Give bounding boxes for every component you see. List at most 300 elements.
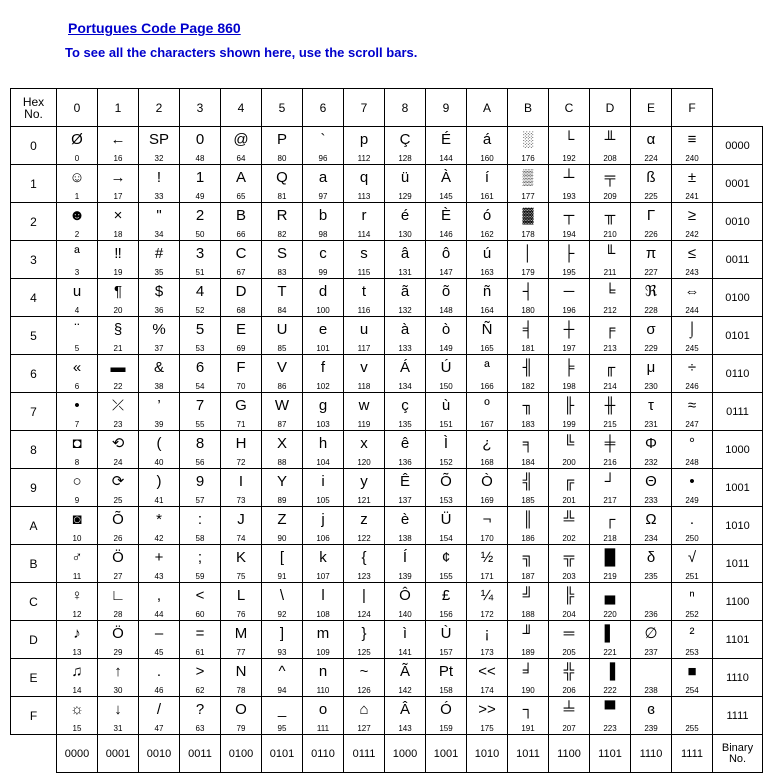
- char-cell: [98, 203, 139, 241]
- char-cell: [590, 127, 631, 165]
- row-binary-label: 1011: [713, 545, 763, 583]
- char-code: 224: [644, 154, 658, 163]
- col-header-5: 5: [262, 89, 303, 127]
- row-header-A: A: [11, 507, 57, 545]
- char-glyph: Q: [276, 169, 288, 186]
- char-glyph: 8: [195, 435, 205, 452]
- char-glyph: ┬: [563, 207, 575, 224]
- char-glyph: r: [361, 207, 367, 224]
- char-glyph: [: [279, 549, 285, 566]
- char-glyph: S: [276, 245, 287, 262]
- char-cell: [672, 317, 713, 355]
- char-cell: [303, 621, 344, 659]
- char-cell: [262, 583, 303, 621]
- char-code: 7: [74, 420, 80, 429]
- char-glyph: s: [360, 245, 368, 262]
- char-glyph: õ: [441, 283, 451, 300]
- char-glyph: ì: [402, 625, 408, 642]
- char-glyph: Γ: [646, 207, 656, 224]
- char-cell: [508, 431, 549, 469]
- char-cell: [385, 469, 426, 507]
- char-cell: [467, 317, 508, 355]
- char-glyph: C: [235, 245, 247, 262]
- char-cell: [57, 393, 98, 431]
- char-code: 199: [562, 420, 576, 429]
- char-code: 209: [603, 192, 617, 201]
- char-cell: [467, 355, 508, 393]
- footer-blank-cell: [11, 735, 57, 773]
- char-cell: [508, 621, 549, 659]
- char-glyph: n: [318, 663, 328, 680]
- char-glyph: K: [235, 549, 246, 566]
- char-cell: [549, 545, 590, 583]
- char-glyph: A: [235, 169, 246, 186]
- char-code: 100: [316, 306, 330, 315]
- char-cell: [221, 279, 262, 317]
- char-glyph: Ö: [112, 625, 124, 642]
- char-cell: [590, 545, 631, 583]
- char-cell: [344, 659, 385, 697]
- char-code: 109: [316, 648, 330, 657]
- row-binary-label: 0011: [713, 241, 763, 279]
- col-binary-label: 1001: [426, 735, 467, 773]
- char-code: 116: [357, 306, 371, 315]
- char-glyph: ║: [522, 511, 534, 528]
- char-code: 232: [644, 458, 658, 467]
- char-code: 93: [277, 648, 287, 657]
- col-binary-label: 1011: [508, 735, 549, 773]
- char-glyph: ⇔: [684, 283, 700, 300]
- char-code: 215: [603, 420, 617, 429]
- char-cell: [139, 545, 180, 583]
- char-cell: [139, 621, 180, 659]
- char-code: 65: [236, 192, 246, 201]
- char-glyph: 9: [195, 473, 205, 490]
- binary-label-line1: Binary: [721, 741, 754, 754]
- char-code: 113: [357, 192, 371, 201]
- char-cell: [303, 583, 344, 621]
- char-code: 38: [154, 382, 164, 391]
- char-cell: [303, 279, 344, 317]
- char-cell: [426, 203, 467, 241]
- char-glyph: <<: [478, 663, 496, 680]
- char-glyph: █: [604, 549, 616, 566]
- char-cell: [344, 165, 385, 203]
- char-cell: [426, 697, 467, 735]
- char-cell: [590, 507, 631, 545]
- char-code: 15: [72, 724, 82, 733]
- char-glyph: Ã: [399, 663, 410, 680]
- char-code: 30: [113, 686, 123, 695]
- char-code: 149: [439, 344, 453, 353]
- char-code: 31: [113, 724, 123, 733]
- char-code: 176: [521, 154, 535, 163]
- row-header-4: 4: [11, 279, 57, 317]
- char-code: 231: [644, 420, 658, 429]
- char-code: 187: [521, 572, 535, 581]
- char-glyph: g: [318, 397, 328, 414]
- row-header-7: 7: [11, 393, 57, 431]
- char-code: 77: [236, 648, 246, 657]
- col-header-9: 9: [426, 89, 467, 127]
- char-code: 202: [562, 534, 576, 543]
- char-code: 82: [277, 230, 287, 239]
- char-cell: [344, 317, 385, 355]
- char-code: 67: [236, 268, 246, 277]
- char-code: 85: [277, 344, 287, 353]
- char-cell: [221, 621, 262, 659]
- col-binary-label: 0010: [139, 735, 180, 773]
- char-glyph: ○: [72, 473, 82, 490]
- char-code: 46: [154, 686, 164, 695]
- col-header-D: D: [590, 89, 631, 127]
- char-code: 134: [398, 382, 412, 391]
- char-glyph: Ô: [399, 587, 411, 604]
- char-cell: [631, 203, 672, 241]
- char-code: 239: [644, 724, 658, 733]
- row-binary-label: 0001: [713, 165, 763, 203]
- char-glyph: ╖: [522, 397, 534, 414]
- char-cell: [508, 697, 549, 735]
- char-code: 183: [521, 420, 535, 429]
- char-glyph: B: [235, 207, 246, 224]
- char-cell: [344, 583, 385, 621]
- char-glyph: ╥: [604, 207, 616, 224]
- char-code: 69: [236, 344, 246, 353]
- char-glyph: °: [689, 435, 695, 452]
- col-header-F: F: [672, 89, 713, 127]
- char-glyph: w: [358, 397, 370, 414]
- char-code: 126: [357, 686, 371, 695]
- char-code: 0: [74, 154, 80, 163]
- char-code: 219: [603, 572, 617, 581]
- char-code: 178: [521, 230, 535, 239]
- char-glyph: É: [440, 131, 451, 148]
- row-binary-label: 1110: [713, 659, 763, 697]
- char-cell: [344, 127, 385, 165]
- char-cell: [426, 355, 467, 393]
- char-cell: [426, 659, 467, 697]
- char-code: 105: [316, 496, 330, 505]
- char-code: 1: [74, 192, 80, 201]
- char-cell: [672, 241, 713, 279]
- char-cell: [467, 165, 508, 203]
- char-glyph: ≈: [687, 397, 697, 414]
- char-glyph: ã: [400, 283, 410, 300]
- char-cell: [508, 469, 549, 507]
- char-glyph: ß: [646, 169, 656, 186]
- char-glyph: a: [318, 169, 328, 186]
- char-glyph: σ: [646, 321, 656, 338]
- char-code: 243: [685, 268, 699, 277]
- row-header-D: D: [11, 621, 57, 659]
- char-cell: [262, 469, 303, 507]
- char-cell: [344, 621, 385, 659]
- char-code: 72: [236, 458, 246, 467]
- row-header-6: 6: [11, 355, 57, 393]
- char-cell: [549, 203, 590, 241]
- char-glyph: α: [646, 131, 656, 148]
- char-glyph: l: [321, 587, 325, 604]
- page-title[interactable]: Portugues Code Page 860: [68, 20, 241, 36]
- row-header-8: 8: [11, 431, 57, 469]
- char-cell: [672, 583, 713, 621]
- char-glyph: ⟲: [111, 435, 125, 452]
- char-cell: [221, 583, 262, 621]
- char-code: 115: [357, 268, 371, 277]
- char-cell: [344, 507, 385, 545]
- char-glyph: 2: [195, 207, 205, 224]
- char-glyph: ,: [156, 587, 162, 604]
- char-code: 42: [154, 534, 164, 543]
- char-code: 122: [357, 534, 371, 543]
- row-header-3: 3: [11, 241, 57, 279]
- char-code: 188: [521, 610, 535, 619]
- char-code: 141: [398, 648, 412, 657]
- char-glyph: ÷: [687, 359, 697, 376]
- char-glyph: ▐: [604, 663, 616, 680]
- char-cell: [508, 355, 549, 393]
- char-code: 150: [439, 382, 453, 391]
- char-cell: [631, 507, 672, 545]
- char-glyph: ┼: [563, 321, 575, 338]
- char-glyph: d: [318, 283, 328, 300]
- char-glyph: L: [236, 587, 246, 604]
- char-glyph: ╡: [522, 321, 534, 338]
- char-code: 218: [603, 534, 617, 543]
- char-glyph: ç: [401, 397, 409, 414]
- char-code: 118: [357, 382, 371, 391]
- char-code: 53: [195, 344, 205, 353]
- char-cell: [98, 659, 139, 697]
- char-cell: [549, 393, 590, 431]
- row-binary-label: 1000: [713, 431, 763, 469]
- char-glyph: ⌡: [687, 321, 697, 338]
- col-binary-label: 0110: [303, 735, 344, 773]
- char-glyph: ¢: [441, 549, 451, 566]
- row-header-5: 5: [11, 317, 57, 355]
- char-cell: [426, 583, 467, 621]
- char-cell: [262, 545, 303, 583]
- col-header-E: E: [631, 89, 672, 127]
- char-glyph: ▌: [604, 625, 616, 642]
- char-glyph: ╙: [604, 245, 616, 262]
- col-binary-label: 1111: [672, 735, 713, 773]
- char-cell: [549, 621, 590, 659]
- char-cell: [385, 203, 426, 241]
- row-binary-label: 0101: [713, 317, 763, 355]
- char-cell: [385, 507, 426, 545]
- char-cell: [631, 431, 672, 469]
- char-cell: [139, 393, 180, 431]
- char-code: 164: [480, 306, 494, 315]
- char-code: 174: [480, 686, 494, 695]
- char-cell: [590, 279, 631, 317]
- char-cell: [221, 545, 262, 583]
- char-cell: [344, 203, 385, 241]
- char-code: 73: [236, 496, 246, 505]
- char-glyph: 0: [195, 131, 205, 148]
- char-code: 9: [74, 496, 80, 505]
- char-glyph: ±: [687, 169, 697, 186]
- char-cell: [467, 203, 508, 241]
- char-code: 181: [521, 344, 535, 353]
- char-cell: [303, 507, 344, 545]
- char-code: 124: [357, 610, 371, 619]
- char-code: 21: [113, 344, 123, 353]
- char-glyph: ¶: [113, 283, 123, 300]
- char-code: 146: [439, 230, 453, 239]
- char-code: 89: [277, 496, 287, 505]
- char-cell: [631, 393, 672, 431]
- char-cell: [180, 659, 221, 697]
- char-code: 36: [154, 306, 164, 315]
- char-glyph: !: [156, 169, 162, 186]
- char-code: 130: [398, 230, 412, 239]
- char-cell: [672, 127, 713, 165]
- char-glyph: δ: [646, 549, 656, 566]
- char-glyph: y: [360, 473, 368, 490]
- char-code: 61: [195, 648, 205, 657]
- char-cell: [426, 431, 467, 469]
- char-glyph: ▓: [522, 207, 534, 224]
- char-cell: [57, 203, 98, 241]
- char-glyph: Ü: [440, 511, 452, 528]
- char-cell: [631, 241, 672, 279]
- char-cell: [631, 545, 672, 583]
- char-glyph: ×: [113, 207, 123, 224]
- char-code: 3: [74, 268, 80, 277]
- char-cell: [344, 697, 385, 735]
- char-cell: [508, 583, 549, 621]
- char-cell: [672, 393, 713, 431]
- col-binary-label: 1110: [631, 735, 672, 773]
- char-glyph: .: [689, 511, 695, 528]
- char-glyph: Ù: [440, 625, 452, 642]
- char-glyph: Z: [277, 511, 287, 528]
- char-glyph: I: [238, 473, 244, 490]
- char-cell: [98, 355, 139, 393]
- char-code: 121: [357, 496, 371, 505]
- char-code: 54: [195, 382, 205, 391]
- char-cell: [672, 621, 713, 659]
- char-code: 252: [685, 610, 699, 619]
- char-glyph: ≥: [687, 207, 697, 224]
- char-cell: [262, 697, 303, 735]
- char-cell: [180, 621, 221, 659]
- char-code: 131: [398, 268, 412, 277]
- char-code: 32: [154, 154, 164, 163]
- char-code: 159: [439, 724, 453, 733]
- char-glyph: 5: [195, 321, 205, 338]
- char-glyph: ╓: [604, 359, 616, 376]
- char-cell: [508, 393, 549, 431]
- char-glyph: \: [279, 587, 285, 604]
- char-code: 49: [195, 192, 205, 201]
- char-cell: [303, 317, 344, 355]
- char-code: 234: [644, 534, 658, 543]
- char-cell: [180, 165, 221, 203]
- char-glyph: ■: [687, 663, 697, 680]
- char-glyph: ’: [157, 397, 161, 414]
- char-code: 101: [316, 344, 330, 353]
- char-glyph: ò: [441, 321, 451, 338]
- char-cell: [57, 545, 98, 583]
- char-cell: [426, 545, 467, 583]
- row-header-9: 9: [11, 469, 57, 507]
- hex-corner-line2: No.: [24, 106, 43, 121]
- char-glyph: N: [235, 663, 247, 680]
- char-cell: [508, 165, 549, 203]
- char-glyph: ╩: [563, 511, 575, 528]
- char-code: 237: [644, 648, 658, 657]
- char-cell: [631, 127, 672, 165]
- char-cell: [98, 165, 139, 203]
- char-code: 154: [439, 534, 453, 543]
- char-glyph: ≡: [687, 131, 697, 148]
- char-code: 168: [480, 458, 494, 467]
- char-cell: [303, 545, 344, 583]
- char-cell: [590, 431, 631, 469]
- char-cell: [221, 393, 262, 431]
- char-code: 40: [154, 458, 164, 467]
- char-cell: [139, 127, 180, 165]
- char-code: 137: [398, 496, 412, 505]
- char-code: 170: [480, 534, 494, 543]
- char-code: 34: [154, 230, 164, 239]
- char-code: 200: [562, 458, 576, 467]
- char-glyph: `: [320, 131, 326, 148]
- char-glyph: q: [359, 169, 369, 186]
- char-code: 151: [439, 420, 453, 429]
- char-cell: [98, 393, 139, 431]
- char-cell: [262, 317, 303, 355]
- row-header-B: B: [11, 545, 57, 583]
- char-glyph: Ω: [645, 511, 657, 528]
- char-code: 50: [195, 230, 205, 239]
- char-glyph: ≤: [687, 245, 697, 262]
- char-glyph: ♫: [71, 663, 83, 680]
- char-code: 136: [398, 458, 412, 467]
- char-code: 68: [236, 306, 246, 315]
- char-code: 238: [644, 686, 658, 695]
- char-code: 28: [113, 610, 123, 619]
- char-code: 29: [113, 648, 123, 657]
- char-code: 235: [644, 572, 658, 581]
- char-glyph: ɞ: [647, 701, 655, 718]
- char-code: 190: [521, 686, 535, 695]
- char-cell: [180, 393, 221, 431]
- char-glyph: p: [359, 131, 369, 148]
- char-cell: [426, 393, 467, 431]
- char-glyph: @: [233, 131, 249, 148]
- char-code: 26: [113, 534, 123, 543]
- char-glyph: m: [316, 625, 330, 642]
- row-binary-label: 1001: [713, 469, 763, 507]
- char-cell: [57, 469, 98, 507]
- char-cell: [467, 621, 508, 659]
- char-glyph: ╟: [563, 397, 575, 414]
- char-glyph: Ú: [440, 359, 452, 376]
- char-glyph: SP: [148, 131, 169, 148]
- char-cell: [549, 317, 590, 355]
- char-code: 16: [113, 154, 123, 163]
- char-code: 8: [74, 458, 80, 467]
- char-cell: [549, 659, 590, 697]
- table-row: [11, 279, 763, 317]
- char-cell: [508, 203, 549, 241]
- char-code: 117: [357, 344, 371, 353]
